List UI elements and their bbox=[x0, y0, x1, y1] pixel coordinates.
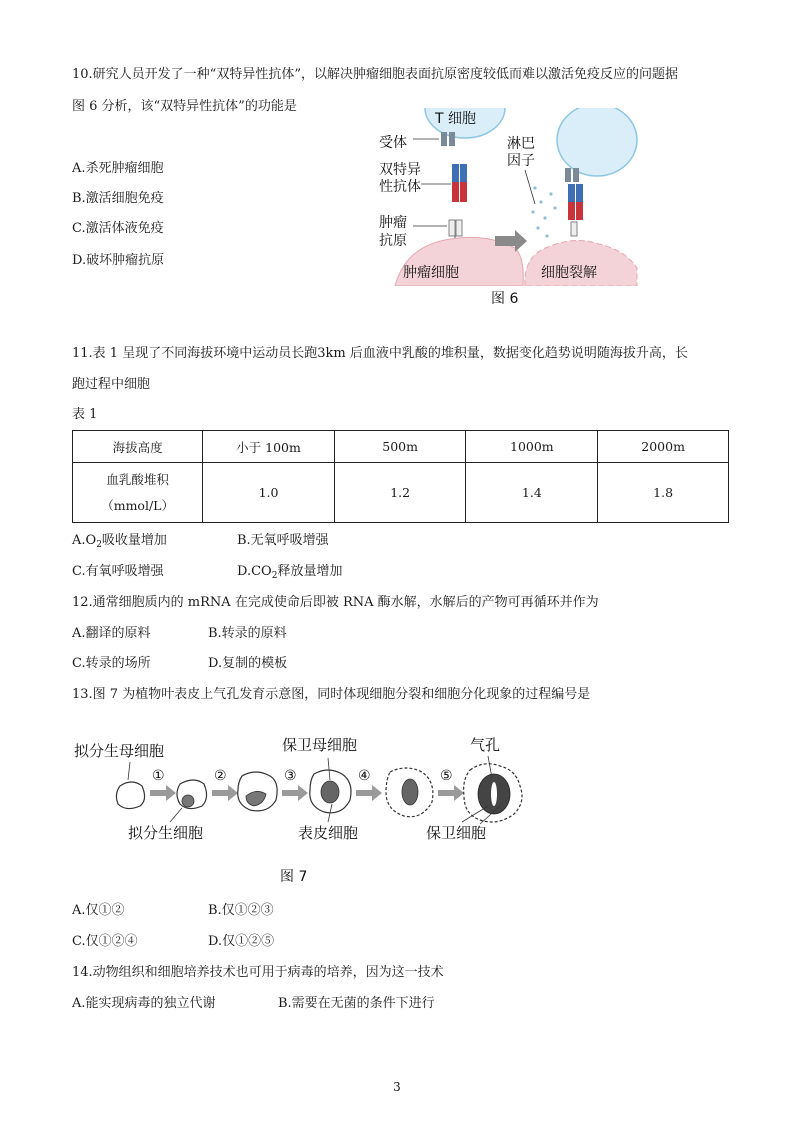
q13-stem: 13.图 7 为植物叶表皮上气孔发育示意图，同时体现细胞分裂和细胞分化现象的过程编号是 bbox=[72, 687, 591, 702]
q11-option-b: B.无氧呼吸增强 bbox=[237, 533, 329, 548]
q11-a-prefix: A.O bbox=[72, 533, 97, 548]
row-label-line1: 血乳酸堆积 bbox=[106, 471, 169, 487]
q11-option-c: C.有氧呼吸增强 bbox=[72, 564, 164, 579]
bispecific-antibody-label bbox=[379, 162, 421, 196]
figure-7-caption: 图 7 bbox=[280, 869, 308, 885]
q13-option-d: D.仅①②⑤ bbox=[208, 934, 275, 949]
q13-option-c: C.仅①②④ bbox=[72, 934, 138, 949]
tumor-antigen-line1: 肿瘤 bbox=[379, 215, 407, 231]
q11-a-subscript: 2 bbox=[96, 540, 102, 550]
q11-stem-line1: 11.表 1 呈现了不同海拔环境中运动员长跑3km 后血液中乳酸的堆积量，数据变化趋势说明随海拔升高，长 bbox=[72, 346, 688, 361]
lymphokine-line2: 因子 bbox=[507, 153, 535, 169]
table-header-cell: 1000m bbox=[466, 431, 598, 463]
figure-6 bbox=[375, 108, 640, 308]
meristemoid-mother-label: 拟分生母细胞 bbox=[74, 742, 165, 760]
q11-option-d bbox=[237, 563, 342, 585]
figure-6-caption: 图 6 bbox=[491, 291, 519, 307]
q10-option-a: A.杀死肿瘤细胞 bbox=[72, 161, 164, 176]
guard-mother-cell-label: 保卫母细胞 bbox=[282, 736, 358, 754]
table-row bbox=[73, 463, 729, 523]
q10-stem-line2: 图 6 分析，该“双特异性抗体”的功能是 bbox=[72, 99, 297, 114]
receptor-label: 受体 bbox=[379, 135, 407, 151]
bispecific-label-line2: 性抗体 bbox=[379, 179, 421, 195]
row-label-line2: （mmol/L） bbox=[101, 497, 174, 513]
q10-option-b: B.激活细胞免疫 bbox=[72, 191, 164, 206]
q12-option-b: B.转录的原料 bbox=[208, 626, 287, 641]
meristemoid-label: 拟分生细胞 bbox=[128, 824, 204, 842]
table-header-row bbox=[73, 431, 729, 463]
guard-cells-label: 保卫细胞 bbox=[426, 824, 487, 842]
q11-d-prefix: D.CO bbox=[237, 564, 272, 579]
table-header-cell: 500m bbox=[334, 431, 466, 463]
q11-a-suffix: 吸收量增加 bbox=[101, 533, 167, 548]
tumor-cell-label: 肿瘤细胞 bbox=[403, 265, 459, 281]
q14-option-b: B.需要在无菌的条件下进行 bbox=[278, 996, 435, 1011]
cell-lysis-label: 细胞裂解 bbox=[541, 265, 597, 281]
table-cell: 1.8 bbox=[598, 463, 729, 523]
q10-option-c: C.激活体液免疫 bbox=[72, 221, 164, 236]
table-cell: 1.4 bbox=[466, 463, 598, 523]
bispecific-label-line1: 双特异 bbox=[379, 162, 421, 178]
step-5-label: ⑤ bbox=[440, 768, 453, 784]
step-2-label: ② bbox=[214, 768, 227, 784]
table-header-cell: 海拔高度 bbox=[73, 431, 203, 463]
table-row-label bbox=[73, 463, 203, 523]
q14-stem: 14.动物组织和细胞培养技术也可用于病毒的培养，因为这一技术 bbox=[72, 965, 444, 980]
epidermal-cell-label: 表皮细胞 bbox=[298, 824, 359, 842]
q12-stem: 12.通常细胞质内的 mRNA 在完成使命后即被 RNA 酶水解，水解后的产物可再循环并作为 bbox=[72, 595, 599, 610]
q10-option-d: D.破坏肿瘤抗原 bbox=[72, 253, 165, 268]
figure-6-illustration bbox=[375, 108, 640, 286]
lymphokine-line1: 淋巴 bbox=[507, 136, 535, 152]
table-cell: 1.2 bbox=[334, 463, 466, 523]
step-1-label: ① bbox=[152, 768, 165, 784]
lymphokine-label bbox=[507, 136, 535, 170]
q12-option-c: C.转录的场所 bbox=[72, 656, 151, 671]
q12-option-d: D.复制的模板 bbox=[208, 656, 288, 671]
figure-7 bbox=[70, 726, 550, 891]
q11-d-suffix: 释放量增加 bbox=[277, 564, 343, 579]
tumor-antigen-label bbox=[379, 214, 407, 250]
table-header-cell: 2000m bbox=[598, 431, 729, 463]
q13-option-a: A.仅①② bbox=[72, 903, 125, 918]
altitude-lactate-table bbox=[72, 430, 729, 523]
table-1-title: 表 1 bbox=[72, 407, 98, 422]
q11-d-subscript: 2 bbox=[271, 571, 278, 581]
step-4-label: ④ bbox=[358, 768, 371, 784]
t-cell-label: T 细胞 bbox=[435, 111, 477, 127]
page-number: 3 bbox=[393, 1080, 401, 1094]
step-3-label: ③ bbox=[284, 768, 297, 784]
table-header-cell: 小于 100m bbox=[203, 431, 335, 463]
tumor-antigen-line2: 抗原 bbox=[379, 233, 407, 249]
q11-stem-line2: 跑过程中细胞 bbox=[72, 377, 151, 392]
q13-option-b: B.仅①②③ bbox=[208, 903, 274, 918]
table-cell: 1.0 bbox=[203, 463, 335, 523]
q10-stem-line1: 10.研究人员开发了一种“双特异性抗体”，以解决肿瘤细胞表面抗原密度较低而难以激活免疫反应的问题据 bbox=[72, 67, 678, 82]
stoma-label: 气孔 bbox=[470, 736, 501, 754]
q11-option-a bbox=[72, 532, 167, 554]
q12-option-a: A.翻译的原料 bbox=[72, 626, 151, 641]
q14-option-a: A.能实现病毒的独立代谢 bbox=[72, 996, 216, 1011]
